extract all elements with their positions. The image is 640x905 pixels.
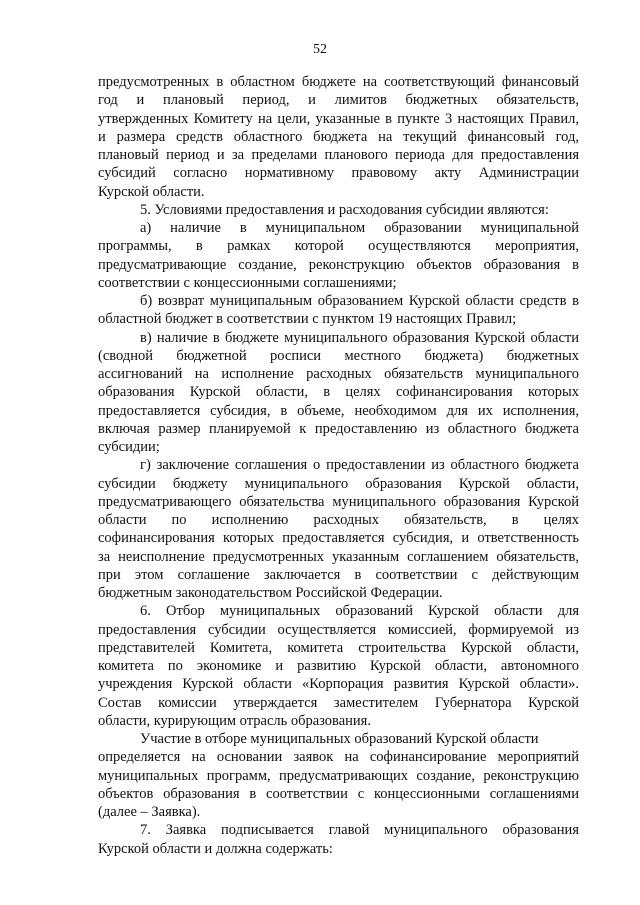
text-line: Участие в отборе муниципальных образований Курской области [140, 731, 539, 747]
text-line: программы, в рамках которой осуществляются мероприятия, [98, 238, 579, 255]
page-number: 52 [313, 42, 327, 57]
text-line: определяется на основании заявок на софинансирование мероприятий [98, 749, 579, 766]
text-line: представителей Комитета, комитета строительства Курской области, [98, 639, 579, 656]
text-line: г) заключение соглашения о предоставлении из областного бюджета [140, 457, 579, 474]
text-line: предоставляется субсидия, в объеме, необходимом для их исполнения, [98, 402, 579, 419]
text-line: плановый период и за пределами планового периода для предоставления [98, 147, 579, 163]
text-line: б) возврат муниципальным образованием Курской области средств в [140, 293, 579, 309]
text-line: области по исполнению расходных обязательств, в целях [98, 512, 579, 528]
text-line: 6. Отбор муниципальных образований Курской области для [140, 603, 579, 620]
text-line: Состав комиссии утверждается заместителем Губернатора Курской [98, 694, 579, 711]
text-line: а) наличие в муниципальном образовании муниципальной [140, 220, 579, 236]
text-line: утвержденных Комитету на цели, указанные в пункте 3 настоящих Правил, [98, 110, 579, 127]
text-line: (далее – Заявка). [98, 804, 201, 820]
text-line: софинансирования которых предоставляется субсидия, и ответственность [98, 530, 579, 547]
text-line: областной бюджет в соответствии с пунктом 19 настоящих Правил; [98, 311, 517, 328]
text-line: включая размер планируемой к предоставлению из областного бюджета [98, 420, 579, 437]
text-line: за неисполнение предусмотренных указанным соглашением обязательств, [98, 548, 579, 565]
text-line: субсидий согласно нормативному правовому акту Администрации [98, 165, 579, 182]
text-line: комитета по экономике и развитию Курской области, автономного [98, 658, 579, 674]
text-line: при этом соглашение заключается в соответствии с действующим [98, 566, 579, 583]
text-line: субсидии; [98, 439, 160, 455]
text-line: учреждения Курской области «Корпорация развития Курской области». [98, 676, 579, 693]
text-line: образования Курской области, в целях софинансирования которых [98, 384, 579, 401]
text-line: (сводной бюджетной росписи местного бюджета) бюджетных [98, 347, 579, 364]
text-line: год и плановый период, и лимитов бюджетных обязательств, [98, 92, 579, 109]
text-line: Курской области. [98, 183, 205, 200]
text-line: объектов образования в соответствии с концессионными соглашениями [98, 785, 579, 802]
text-line: области, курирующим отрасль образования. [98, 712, 371, 729]
text-line: 7. Заявка подписывается главой муниципального образования [140, 822, 579, 839]
text-line: бюджетным законодательством Российской Федерации. [98, 585, 443, 601]
text-line: 5. Условиями предоставления и расходования субсидии являются: [140, 201, 549, 218]
text-line: предоставления субсидии осуществляется комиссией, формируемой из [98, 621, 579, 638]
text-line: и размера средств областного бюджета на текущий финансовый год, [98, 128, 579, 145]
text-line: в) наличие в бюджете муниципального образования Курской области [140, 329, 579, 346]
text-line: ассигнований на исполнение расходных обязательств муниципального [98, 366, 579, 382]
document-body [98, 73, 579, 858]
text-line: предусмотренных в областном бюджете на соответствующий финансовый [98, 74, 579, 90]
text-line: соответствии с концессионными соглашениями; [98, 274, 397, 291]
text-line: муниципальных программ, предусматривающих создание, реконструкцию [98, 767, 579, 784]
text-line: предусматривающего обязательства муниципального образования Курской [98, 493, 579, 510]
text-line: Курской области и должна содержать: [98, 840, 333, 857]
text-line: субсидии бюджету муниципального образования Курской области, [98, 475, 579, 492]
text-line: предусматривающие создание, реконструкцию объектов образования в [98, 256, 579, 273]
